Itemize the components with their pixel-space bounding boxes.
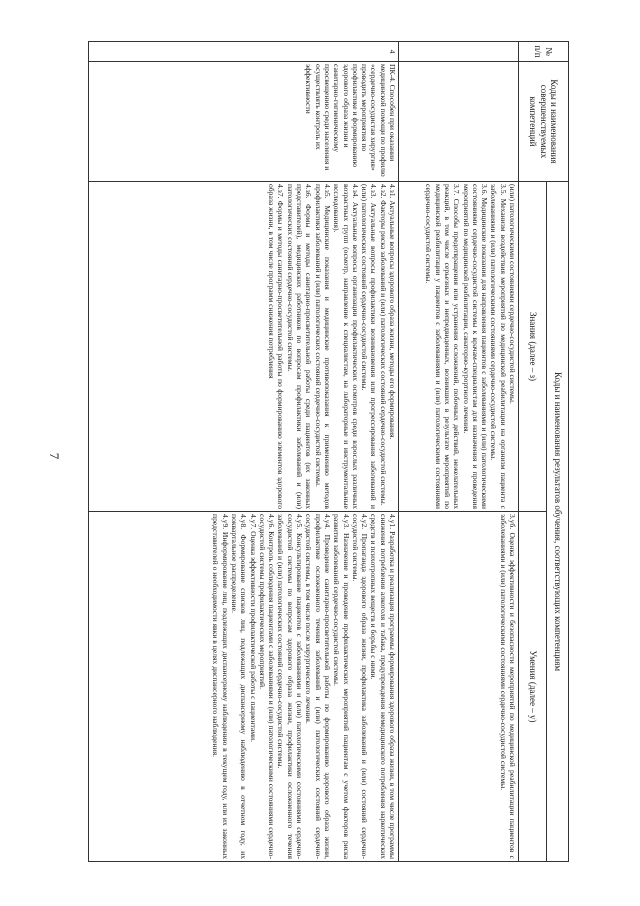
header-knowledge: Знания (далее – з) [519, 182, 547, 512]
skill-item: 4.у3. Назначение и проведение профилактических мероприятий пациентам с учетом факторов риска развития заболеваний сердечно-сосудистой системы. [332, 514, 351, 859]
competence-table [88, 41, 569, 862]
knowledge-item: 3.6. Медицинские показания для направления пациентов с заболеваниями и (или) патологическими состояниями сердечно-сосудистой системы к врачам-специалистам для назначения и проведения мероприятий по медицинской реабилитации, санаторно-курортного лечения. [461, 184, 490, 509]
skill-item: 4.у6. Контроль соблюдения пациентами с заболеваниями и (или) патологическими состояниями сердечно-сосудистой системы профилактических мероприятий. [257, 514, 277, 859]
skill-item: 4.у2. Пропаганда здорового образа жизни, профилактика заболеваний и (или) состояний сердечно-сосудистой системы. [350, 514, 370, 859]
knowledge-item: 3.5. Механизм воздействия мероприятий по медицинской реабилитации на организм пациента с заболеваниями и (или) патологическими состояниями сердечно-сосудистой системы. [489, 184, 508, 509]
header-skills: Умения (далее – у) [519, 512, 547, 862]
row-number: 4 [89, 42, 399, 62]
row-number [399, 42, 519, 62]
skill-item: 4.у7. Оценка эффективности профилактической работы с пациентами. [248, 514, 258, 742]
skill-item: 4.у8. Формирование списков лиц, подлежащих диспансерному наблюдению в отчетном году, их поквартальное распределение. [229, 514, 249, 859]
knowledge-item: 4.з7. Формы и методы санитарно-просветительной работы по формированию элементов здорового образа жизни, в том числе программ снижения потребления [267, 184, 286, 509]
header-number: № п/п [519, 42, 569, 62]
table-row [89, 42, 399, 862]
skill-item: 4.у9. Информирование лиц, подлежащих диспансерному наблюдению в текущем году, или их законных представителей о необходимости явки в целях диспансерного наблюдения. [211, 514, 230, 859]
skill-item: 4.у1. Разработка и реализация программы формирования здорового образа жизни, в том числе программы снижения потребления алкоголя и табака, предупреждения немедицинского потребления наркотических средств и психотропных веществ и борьбы с ними. [369, 514, 397, 859]
knowledge-item: 4.з5. Медицинские показания и медицинские противопоказания к применению методов профилактики заболеваний и (или) патологических состояний сердечно-сосудистой системы. [313, 184, 332, 509]
skill-item: 4.у5. Консультирование пациентов с заболеваниями и (или) патологическими состояниями сердечно-сосудистой системы по вопросам здорового образа жизни, профилактики осложненного течения заболеваний и (или) патологических состояний сердечно-сосудистой системы. [276, 514, 305, 859]
row-knowledge [89, 182, 399, 512]
table-row [399, 42, 519, 862]
row-competence [399, 62, 519, 182]
knowledge-item: (или) патологическими состояниями сердечно-сосудистой системы. [508, 184, 517, 404]
knowledge-item: 3.7. Способы предотвращения или устранения осложнений, побочных действий, нежелательных реакций, в том числе серьезных и непредвиденных, возникших в результате мероприятий по медицинской реабилитации у пациентов с заболеваниями и (или) патологическими состояниями сердечно-сосудистой системы. [424, 184, 462, 509]
skill-item: 4.у4. Проведение санитарно-просветительной работы по формированию здорового образа жизни, профилактике осложненного течения заболеваний и (или) патологических состояний сердечно-сосудистой системы, в том числе после хирургического лечения. [304, 514, 332, 859]
knowledge-item: 4.з2. Факторы риска заболеваний и (или) патологических состояний сердечно-сосудистой системы. [378, 184, 388, 506]
skill-item: 3.уб. Оценка эффективности и безопасности мероприятий по медицинской реабилитации пациентов с заболеваниями и (или) патологическими состояниями сердечно-сосудистой системы. [498, 514, 517, 859]
rotated-table-container [89, 41, 569, 861]
row-knowledge [399, 182, 519, 512]
table-header-row [547, 42, 569, 862]
knowledge-item: 4.з1. Актуальные вопросы здорового образа жизни, методы его формирования. [388, 184, 397, 440]
row-skills [89, 512, 399, 862]
knowledge-item: 4.з4. Актуальные вопросы организации профилактических осмотров среди взрослых различных возрастных групп (осмотр, направление к специалистам, на лабораторные и инструментальные исследования). [332, 184, 360, 509]
page-number: 7 [47, 452, 62, 460]
row-skills [399, 512, 519, 862]
knowledge-item: 4.з6. Формы и методы санитарно-просветительной работы среди пациентов (их законных представителей), медицинских работников по вопросам профилактики заболеваний и (или) патологических состояний сердечно-сосудистой системы. [285, 184, 314, 509]
header-competence: Коды и наименования совершенствуемых компетенций [519, 62, 569, 182]
row-competence: ПК-4. Способен при оказании медицинской помощи по профилю «сердечно-сосудистая хирургия» проводить мероприятия по профилактике и формированию здорового образа жизни и санитарно-гигиеническому просвещению среди населения и осуществлять контроль их эффективности [89, 62, 399, 182]
header-results-group: Коды и наименования результатов обучения, соответствующих компетенциям [547, 182, 569, 862]
knowledge-item: 4.з3. Актуальные вопросы профилактики возникновения или прогрессирования заболеваний и (или) патологических состояний сердечно-сосудистой системы. [360, 184, 379, 509]
